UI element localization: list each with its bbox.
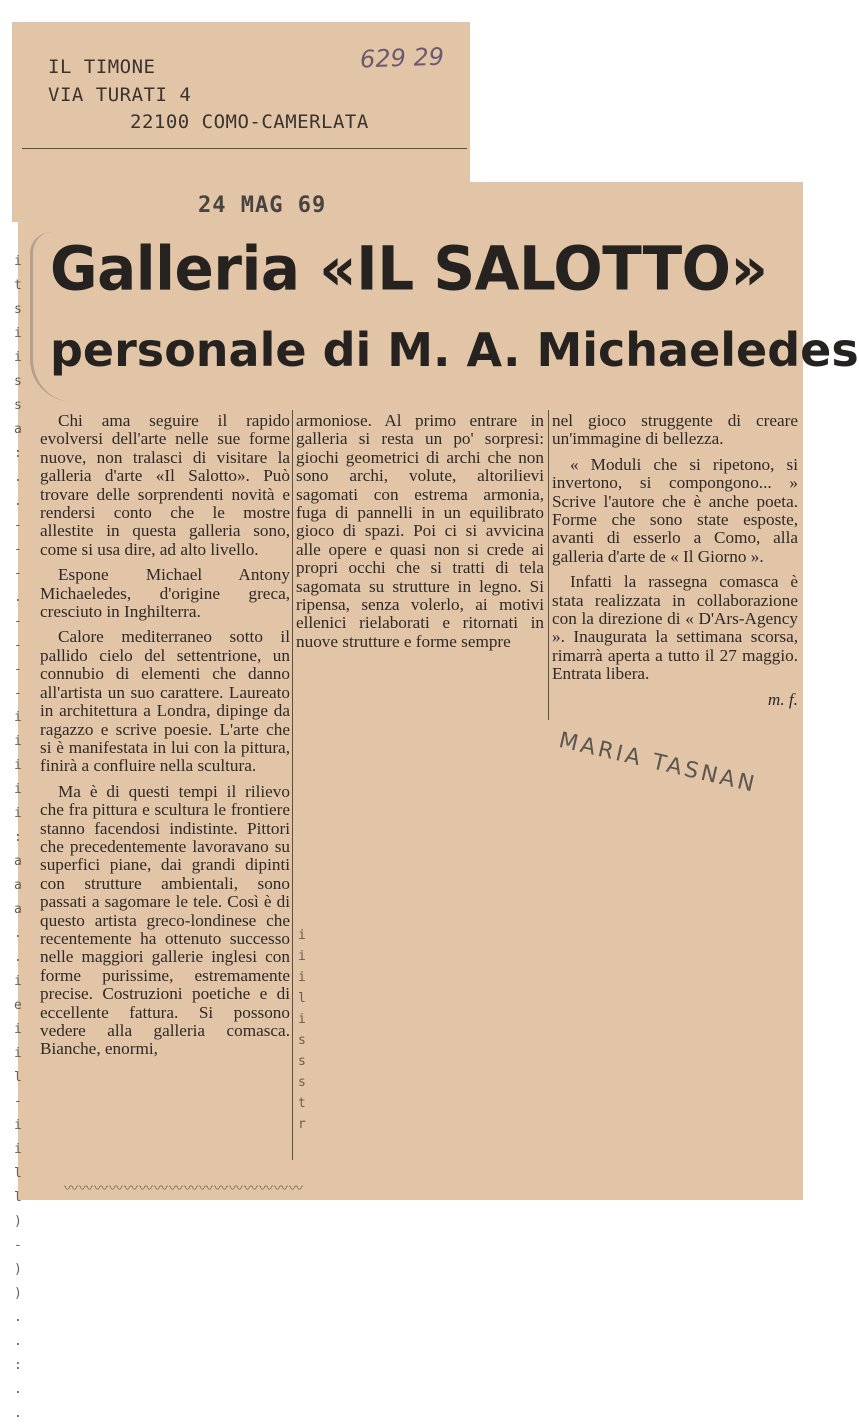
handwritten-reference-number: 629 29 [359, 42, 445, 74]
article-paragraph: Chi ama seguire il rapido evolversi dell'arte nelle sue forme nuove, non tralasci di visitare la galleria d'arte «Il Salotto». Può trovare delle sorprendenti novità e rendersi conto che le mostre allestite in questa galleria sono, come si usa dire, ad alto livello. [40, 411, 290, 559]
margin-residue-marks: i t s i i s s a : . . - - - . - - - - i i i i i : a a a . . i e i i l - i i l l ) - ) ) . . : . . [14, 254, 22, 1421]
article-paragraph: Espone Michael Antony Michaeledes, d'origine greca, cresciuto in Inghilterra. [40, 565, 290, 622]
column-rule-2 [548, 410, 549, 720]
column-rule-1 [292, 410, 293, 1160]
headline-gallery-name: Galleria «IL SALOTTO» [50, 233, 768, 305]
article-paragraph: nel gioco struggente di creare un'immagine di bellezza. [552, 411, 798, 449]
article-paragraph: Infatti la rassegna comasca è stata realizzata in collaborazione con la direzione di « D'Ars-Agency ». Inaugurata la settimana scorsa, rimarrà aperta a tutto il 27 maggio. Entrata libera. [552, 572, 798, 684]
address-stamp-line-2: VIA TURATI 4 [48, 84, 192, 106]
article-column-3 [552, 412, 798, 709]
decorative-border-ornament: 〰〰〰〰〰〰〰〰〰〰〰〰〰〰〰〰 [64, 1181, 304, 1197]
address-stamp-line-1: IL TIMONE [48, 56, 156, 78]
article-column-2 [296, 412, 544, 658]
column-residue-marks: i i i l i s s s t r [298, 928, 306, 1132]
article-paragraph: Ma è di questi tempi il rilievo che fra pittura e scultura le frontiere stanno facendosi indistinte. Pittori che precedentemente lavoravano su superfici piane, dai grandi dipinti con strutture ambientali, sono passati a sagomare le tele. Così è di questo artista greco-londinese che recentemente ha ottenuto successo nelle maggiori gallerie inglesi con forme purissime, estremamente precise. Costruzioni poetiche e di eccellente fattura. Si possono vedere alla galleria comasca. Bianche, enormi, [40, 781, 290, 1059]
header-divider [22, 148, 467, 149]
article-paragraph: armoniose. Al primo entrare in galleria si resta un po' sorpresi: giochi geometrici di archi che non sono archi, volute, altorilievi sagomati con estrema armonia, fuga di pannelli in un equilibrato gioco di spazi. Poi ci si avvicina alle opere e quasi non si crede ai propri occhi che si tratti di tela sagomata su strutture in legno. Si ripensa, senza volerlo, ai motivi ellenici rielaborati e ritornati in nuove strutture e forme sempre [296, 411, 544, 651]
article-paragraph: « Moduli che si ripetono, si invertono, si compongono... » Scrive l'autore che è anche poeta. Forme che sono state esposte, avanti di esserlo a Como, alla galleria d'arte de « Il Giorno ». [552, 454, 798, 566]
article-column-1 [40, 412, 290, 1066]
article-paragraph: Calore mediterraneo sotto il pallido cielo del settentrione, un connubio di elementi che danno all'artista un suo carattere. Laureato in architettura a Londra, dipinge da ragazzo e scrive poesie. L'arte che si è manifestata in lui con la pittura, finirà a confluire nella scultura. [40, 627, 290, 776]
date-stamp: 24 MAG 69 [198, 193, 327, 218]
address-stamp-line-3: 22100 COMO-CAMERLATA [130, 111, 369, 133]
author-signature: m. f. [767, 689, 798, 709]
headline-subtitle: personale di M. A. Michaeledes [50, 323, 859, 377]
pencil-handwritten-note: MARIA TASNAN [556, 728, 760, 798]
